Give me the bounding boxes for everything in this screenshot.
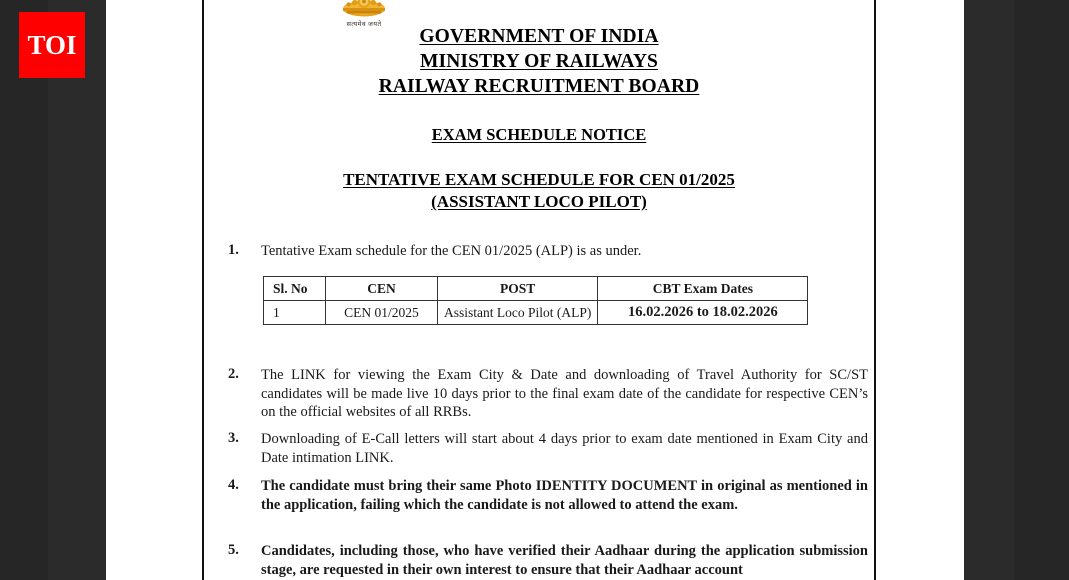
viewer-background-left [0, 0, 48, 580]
table-cell-cen: CEN 01/2025 [326, 301, 438, 325]
list-item-number: 1. [228, 242, 239, 258]
list-item-text: Downloading of E-Call letters will start about 4 days prior to exam date mentioned in Exam City and Date intimation LINK. [261, 431, 868, 466]
toi-logo [19, 12, 85, 78]
cen-heading-line-1-text: TENTATIVE EXAM SCHEDULE FOR CEN 01/2025 [343, 170, 735, 189]
toi-logo-text: TOI [27, 29, 77, 60]
exam-schedule-table [263, 276, 808, 325]
list-item-text: Tentative Exam schedule for the CEN 01/2025 (ALP) is as under. [261, 243, 642, 259]
title-line-3-text: RAILWAY RECRUITMENT BOARD [378, 76, 700, 97]
list-item [228, 366, 868, 422]
list-item-number: 3. [228, 430, 239, 446]
emblem-graphic [341, 0, 387, 18]
cen-heading-line-2 [204, 191, 874, 213]
list-item-number: 5. [228, 542, 239, 558]
list-item [228, 242, 868, 261]
table-cell-sl-no: 1 [264, 301, 326, 325]
viewer-background-left-inner [48, 0, 106, 580]
notice-heading-line [204, 124, 874, 146]
emblem-caption: सत्यमेव जयते [346, 21, 382, 28]
title-line-1-text: GOVERNMENT OF INDIA [419, 26, 659, 47]
table-header-sl-no: Sl. No [264, 277, 326, 301]
list-item-number: 2. [228, 366, 239, 382]
viewer-background-right [1014, 0, 1069, 580]
viewer-background-right-inner [964, 0, 1014, 580]
document-content [204, 0, 874, 580]
title-line-3 [204, 74, 874, 99]
table-cell-exam-dates: 16.02.2026 to 18.02.2026 [598, 301, 808, 325]
table-row [264, 301, 808, 325]
document-title [204, 24, 874, 99]
table-header-cen: CEN [326, 277, 438, 301]
notice-heading [204, 124, 874, 146]
notice-heading-text: EXAM SCHEDULE NOTICE [431, 125, 647, 144]
cen-heading-line-2-text: (ASSISTANT LOCO PILOT) [431, 191, 647, 211]
list-item [228, 430, 868, 467]
table-header-cbt-exam-dates: CBT Exam Dates [598, 277, 808, 301]
cen-heading-line-1 [204, 169, 874, 191]
title-line-2-text: MINISTRY OF RAILWAYS [420, 51, 658, 72]
list-item [228, 477, 868, 514]
document-page [106, 0, 964, 580]
title-line-1 [204, 24, 874, 49]
table-header-post: POST [438, 277, 598, 301]
table-cell-post: Assistant Loco Pilot (ALP) [438, 301, 598, 325]
list-item-text: Candidates, including those, who have verified their Aadhaar during the application submission stage, are requested in their own interest to ensure that their Aadhaar account [261, 543, 868, 578]
cen-heading [204, 169, 874, 212]
page-border-right [874, 0, 876, 580]
list-item-text: The candidate must bring their same Photo IDENTITY DOCUMENT in original as mentioned in the application, failing which the candidate is not allowed to attend the exam. [261, 478, 868, 513]
table-header-row [264, 277, 808, 301]
list-item-number: 4. [228, 477, 239, 493]
list-item [228, 542, 868, 579]
list-item-text: The LINK for viewing the Exam City & Date and downloading of Travel Authority for SC/ST candidates will be made live 10 days prior to the final exam date of the candidate for respective CEN’s on the official websites of all RRBs. [261, 367, 868, 421]
title-line-2 [204, 49, 874, 74]
